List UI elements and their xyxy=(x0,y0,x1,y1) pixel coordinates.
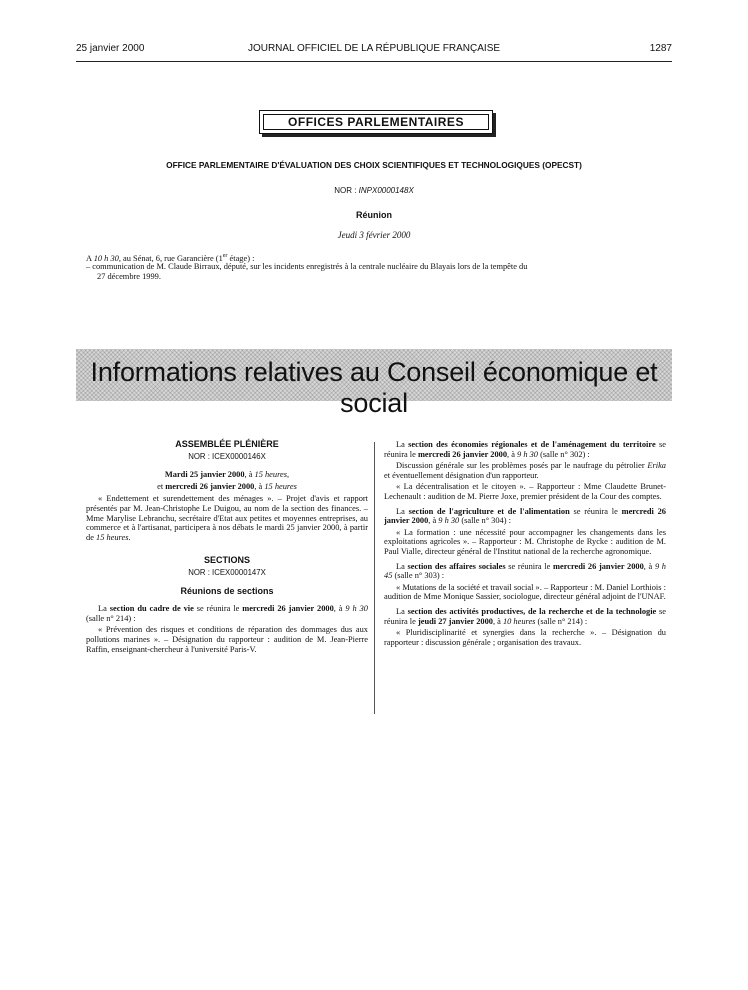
ces-banner xyxy=(76,349,672,418)
affaires-sociales-agenda: « Mutations de la société et travail social ». – Rapporteur : M. Daniel Lorthiois : audition de Mme Monique Sassier, sociologue, directeur général adjoint de l'UNAF. xyxy=(384,582,666,602)
cadre-de-vie-intro: La section du cadre de vie se réunira le mercredi 26 janvier 2000, à 9 h 30 (salle n° 214) : xyxy=(86,604,368,623)
page-number: 1287 xyxy=(649,43,672,54)
activites-productives-intro: La section des activités productives, de la recherche et de la technologie se réunira le jeudi 27 janvier 2000, à 10 heures (salle n° 214) : xyxy=(384,606,666,626)
nor-sections: NOR : ICEX0000147X xyxy=(188,567,266,577)
left-column xyxy=(86,440,368,656)
activites-productives-agenda: « Pluridisciplinarité et synergies dans la recherche ». – Désignation du rapporteur : discussion générale ; organisation des travaux. xyxy=(384,628,666,647)
heading-sections: SECTIONS xyxy=(203,555,250,566)
office-nor: NOR : INPX0000148X xyxy=(334,186,414,195)
journal-title: JOURNAL OFFICIEL DE LA RÉPUBLIQUE FRANÇAISE xyxy=(247,43,501,54)
economies-intro: La section des économies régionales et de l'aménagement du territoire se réunira le mercredi 26 janvier 2000, à 9 h 30 (salle n° 302) : xyxy=(384,440,666,459)
agriculture-agenda: « La formation : une nécessité pour accompagner les changements dans les exploitations agricoles ». – Rapporteur : M. Christophe de Rycke : audition de M. Paul Vialle, directeur général de l'Institut national de la recherche agronomique. xyxy=(384,527,666,556)
heading-assemblee: ASSEMBLÉE PLÉNIÈRE xyxy=(175,439,279,449)
section-box xyxy=(259,110,493,134)
header-date: 25 janvier 2000 xyxy=(76,43,145,54)
header-rule xyxy=(76,61,672,62)
ces-banner-title: Informations relatives au Conseil économique et social xyxy=(90,357,658,418)
reunion-agenda-item-cont: 27 décembre 1999. xyxy=(97,272,161,281)
right-column xyxy=(384,440,666,649)
reunion-heading: Réunion xyxy=(356,210,392,220)
assemblee-date-2: et mercredi 26 janvier 2000, à 15 heures xyxy=(157,481,297,491)
agriculture-intro: La section de l'agriculture et de l'alimentation se réunira le mercredi 26 janvier 2000, à 9 h 30 (salle n° 304) : xyxy=(384,506,666,526)
section-box-title: OFFICES PARLEMENTAIRES xyxy=(263,114,489,130)
affaires-sociales-intro: La section des affaires sociales se réunira le mercredi 26 janvier 2000, à 9 h 45 (salle n° 303) : xyxy=(384,561,666,581)
reunion-date: Jeudi 3 février 2000 xyxy=(337,230,411,240)
running-header xyxy=(76,43,672,59)
assemblee-date-1: Mardi 25 janvier 2000, à 15 heures, xyxy=(164,470,290,480)
column-divider xyxy=(374,442,375,714)
nor-assemblee: NOR : ICEX0000146X xyxy=(188,451,266,461)
heading-reunions: Réunions de sections xyxy=(180,585,274,596)
reunion-place: A 10 h 30, au Sénat, 6, rue Garancière (1er étage) : xyxy=(86,253,255,263)
assemblee-paragraph: « Endettement et surendettement des ménages ». – Projet d'avis et rapport présentés par M. Jean-Christophe Le Duigou, au nom de la section des finances. – Mme Marylise Lebranchu, secrétaire d'Etat aux petites et moyennes entreprises, au commerce et à l'artisanat, participera à nos débats le mardi 25 janvier 2000, à partir de 15 heures. xyxy=(86,494,368,542)
economies-item-1: Discussion générale sur les problèmes posés par le naufrage du pétrolier Erika et éventuellement désignation d'un rapporteur. xyxy=(384,461,666,480)
office-title: OFFICE PARLEMENTAIRE D'ÉVALUATION DES CHOIX SCIENTIFIQUES ET TECHNOLOGIQUES (OPECST) xyxy=(166,160,582,170)
reunion-agenda-item: – communication de M. Claude Birraux, député, sur les incidents enregistrés à la centrale nucléaire du Blayais lors de la tempête du xyxy=(86,262,528,271)
office-nor-code: INPX0000148X xyxy=(358,186,414,195)
cadre-de-vie-agenda: « Prévention des risques et conditions de réparation des dommages dus aux pollutions marines ». – Désignation du rapporteur : audition de M. Jean-Pierre Raffin, enseignant-chercheur à l'université Paris-V. xyxy=(86,625,368,654)
economies-item-2: « La décentralisation et le citoyen ». – Rapporteur : Mme Claudette Brunet-Lechenault : audition de M. Pierre Joxe, premier président de la Cour des comptes. xyxy=(384,482,666,501)
